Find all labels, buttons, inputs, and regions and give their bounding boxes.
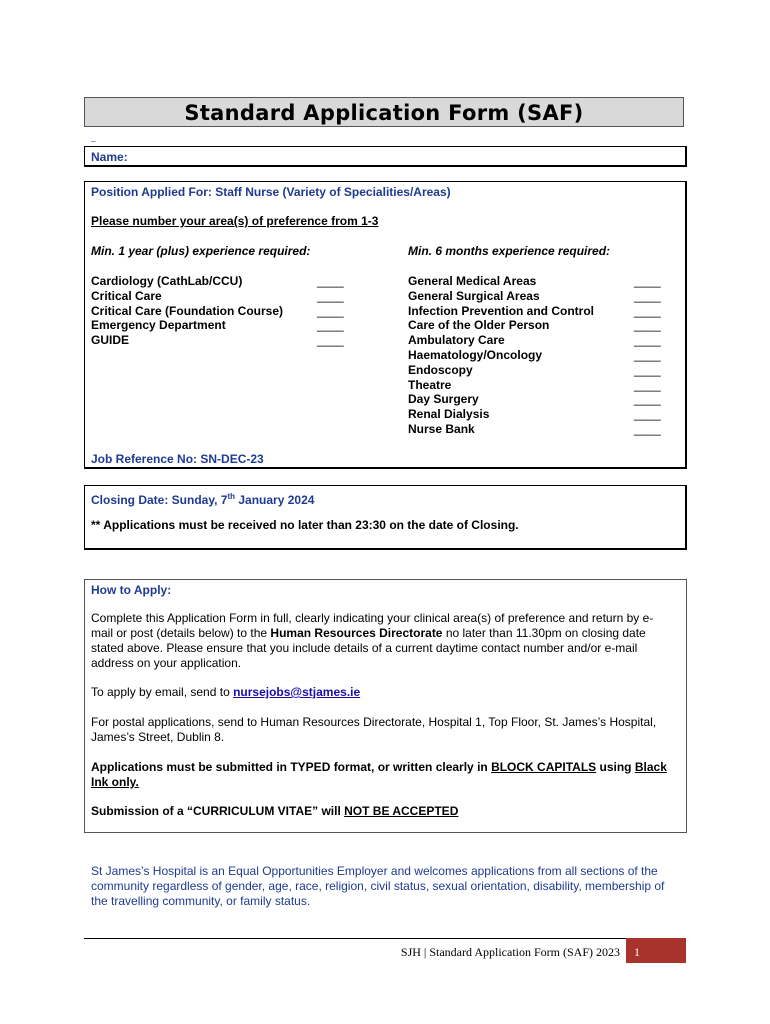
name-field[interactable] <box>84 146 687 167</box>
equal-opportunities-statement: St James’s Hospital is an Equal Opportunities Employer and welcomes applications from all sections of the community regardless of gender, age, race, religion, civil status, sexual orientation, disability, membership of the travelling community, or family status. <box>91 864 665 908</box>
list-item: Emergency Department ____ <box>91 318 344 333</box>
preference-blank[interactable]: ____ <box>317 318 344 333</box>
list-item: Infection Prevention and Control ____ <box>408 303 661 318</box>
position-section <box>84 181 687 469</box>
instructions-paragraph: Complete this Application Form in full, clearly indicating your clinical area(s) of preference and return by e-mail or post (details below) to the Human Resources Directorate no later than 11.30pm on closing date stated above. Please ensure that you include details of a current daytime contact number and/or e-mail address on your application. <box>91 611 654 670</box>
left-column-heading: Min. 1 year (plus) experience required: <box>91 244 311 258</box>
list-item: Renal Dialysis ____ <box>408 407 661 422</box>
closing-section <box>84 485 687 550</box>
list-item: GUIDE ____ <box>91 333 344 348</box>
preference-blank[interactable]: ____ <box>634 318 661 333</box>
list-item: Endoscopy ____ <box>408 362 661 377</box>
list-item: Day Surgery ____ <box>408 392 661 407</box>
underscore-mark: _ <box>91 133 96 142</box>
preference-instruction: Please number your area(s) of preference from 1-3 <box>91 214 379 228</box>
preference-blank[interactable]: ____ <box>634 303 661 318</box>
preference-blank[interactable]: ____ <box>317 288 344 303</box>
closing-note: ** Applications must be received no later than 23:30 on the date of Closing. <box>91 518 519 532</box>
list-item: Ambulatory Care ____ <box>408 333 661 348</box>
email-paragraph: To apply by email, send to nursejobs@stjames.ie <box>91 685 361 699</box>
right-column-heading: Min. 6 months experience required: <box>408 244 611 258</box>
how-to-apply-section <box>84 579 687 833</box>
list-item: General Medical Areas ____ <box>408 274 661 288</box>
page-number: 1 <box>634 945 640 959</box>
footer-divider <box>84 938 626 939</box>
left-specialty-list <box>91 274 347 348</box>
page-title: Standard Application Form (SAF) <box>84 97 684 127</box>
preference-blank[interactable]: ____ <box>317 274 344 288</box>
list-item: Haematology/Oncology ____ <box>408 347 661 362</box>
footer-text: SJH | Standard Application Form (SAF) 2023 <box>400 945 620 959</box>
list-item: Care of the Older Person ____ <box>408 318 661 333</box>
preference-blank[interactable]: ____ <box>634 288 661 303</box>
page-number-badge <box>626 938 686 963</box>
cv-notice: Submission of a “CURRICULUM VITAE” will NOT BE ACCEPTED <box>91 804 459 818</box>
list-item: Theatre ____ <box>408 377 661 392</box>
preference-blank[interactable]: ____ <box>634 407 661 422</box>
name-label: Name: <box>91 150 128 164</box>
typed-format-notice: Applications must be submitted in TYPED format, or written clearly in BLOCK CAPITALS using Black Ink only. <box>91 760 667 789</box>
list-item: Cardiology (CathLab/CCU) ____ <box>91 274 344 288</box>
preference-blank[interactable]: ____ <box>634 347 661 362</box>
email-link[interactable]: nursejobs@stjames.ie <box>233 685 361 699</box>
preference-blank[interactable]: ____ <box>317 333 344 348</box>
list-item: Nurse Bank ____ <box>408 421 661 436</box>
preference-blank[interactable]: ____ <box>634 274 661 288</box>
position-label: Position Applied For: Staff Nurse (Variety of Specialities/Areas) <box>91 185 451 199</box>
right-specialty-list <box>408 274 664 437</box>
postal-paragraph: For postal applications, send to Human Resources Directorate, Hospital 1, Top Floor, St. James’s Hospital, James’s Street, Dublin 8. <box>91 715 657 744</box>
list-item: Critical Care ____ <box>91 288 344 303</box>
list-item: General Surgical Areas ____ <box>408 288 661 303</box>
preference-blank[interactable]: ____ <box>634 392 661 407</box>
list-item: Critical Care (Foundation Course) ____ <box>91 303 344 318</box>
job-reference: Job Reference No: SN-DEC-23 <box>91 452 264 466</box>
how-to-apply-heading: How to Apply: <box>91 583 172 597</box>
preference-blank[interactable]: ____ <box>634 421 661 436</box>
closing-date: Closing Date: Sunday, 7th January 2024 <box>91 492 315 507</box>
preference-blank[interactable]: ____ <box>634 333 661 348</box>
preference-blank[interactable]: ____ <box>317 303 344 318</box>
preference-blank[interactable]: ____ <box>634 377 661 392</box>
preference-blank[interactable]: ____ <box>634 362 661 377</box>
